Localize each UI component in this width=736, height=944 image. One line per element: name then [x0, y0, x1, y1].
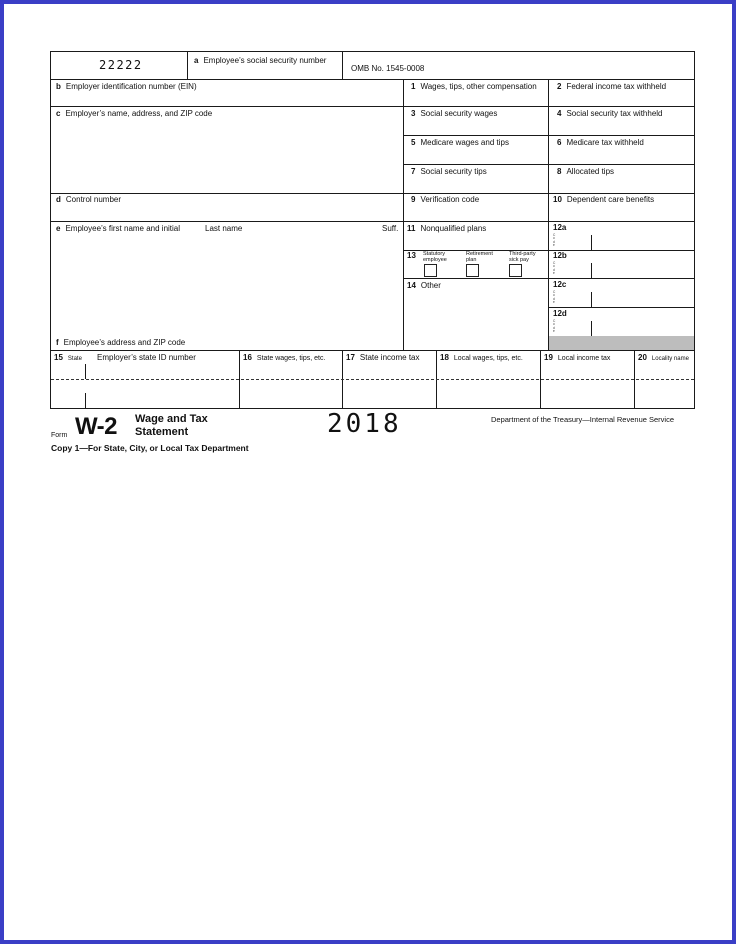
omb-number: OMB No. 1545-0008 — [351, 64, 425, 73]
box-12a-code-label: C o d e — [553, 233, 556, 248]
statutory-employee-checkbox[interactable] — [424, 264, 437, 277]
box-10-label: 10 Dependent care benefits — [553, 195, 655, 204]
rule — [694, 51, 695, 409]
box-11-label: 11 Nonqualified plans — [407, 224, 487, 233]
box-e-last-name: Last name — [205, 224, 243, 233]
box-7-label: 7 Social security tips — [411, 167, 487, 176]
code-divider — [591, 263, 592, 278]
rule — [50, 106, 695, 107]
box-12d-label: 12d — [553, 309, 567, 318]
box-13-retirement-label: Retirement plan — [466, 251, 493, 263]
box-9-label: 9 Verification code — [411, 195, 480, 204]
code-divider — [591, 235, 592, 250]
rule — [403, 250, 695, 251]
rule — [403, 79, 404, 350]
box-16-label: 16 State wages, tips, etc. — [243, 353, 326, 362]
box-13-statutory-label: Statutory employee — [423, 251, 447, 263]
rule — [187, 51, 188, 79]
box-12a-label: 12a — [553, 223, 567, 232]
box-e-suffix: Suff. — [382, 224, 399, 233]
box-12c-code-label: C o d e — [553, 290, 556, 305]
department-label: Department of the Treasury—Internal Revenue Service — [491, 415, 675, 424]
rule — [403, 278, 695, 279]
box-6-label: 6 Medicare tax withheld — [557, 138, 644, 147]
rule — [50, 51, 695, 52]
retirement-plan-checkbox[interactable] — [466, 264, 479, 277]
dashed-divider — [51, 379, 694, 380]
box-19-label: 19 Local income tax — [544, 353, 611, 362]
box-2-label: 2 Federal income tax withheld — [557, 82, 667, 91]
rule — [342, 51, 343, 79]
box-17-label: 17 State income tax — [346, 353, 420, 362]
box-c-label: c Employer’s name, address, and ZIP code — [56, 109, 213, 118]
box-13-label: 13 — [407, 251, 416, 260]
box-d-label: d Control number — [56, 195, 122, 204]
box-a-label: a Employee’s social security number — [194, 56, 327, 65]
box-14-label: 14 Other — [407, 281, 441, 290]
form-title-line1: Wage and Tax — [135, 413, 208, 425]
rule — [85, 364, 86, 379]
box-18-label: 18 Local wages, tips, etc. — [440, 353, 523, 362]
form-control-code: 22222 — [99, 58, 143, 72]
tax-year: 2018 — [327, 409, 402, 439]
rule — [50, 350, 695, 351]
rule — [50, 79, 695, 80]
rule — [403, 164, 695, 165]
form-id: W-2 — [75, 413, 118, 440]
rule — [50, 193, 695, 194]
box-b-label: b Employer identification number (EIN) — [56, 82, 197, 91]
shaded-area — [549, 336, 694, 350]
box-12d-code-label: C o d e — [553, 319, 556, 334]
box-8-label: 8 Allocated tips — [557, 167, 615, 176]
box-15-employer-id-label: Employer’s state ID number — [97, 353, 196, 362]
code-divider — [591, 321, 592, 336]
rule — [50, 221, 695, 222]
form-title-line2: Statement — [135, 425, 189, 438]
rule — [548, 79, 549, 350]
third-party-sick-pay-checkbox[interactable] — [509, 264, 522, 277]
box-13-thirdparty-label: Third-party sick pay — [509, 251, 536, 263]
rule — [85, 393, 86, 408]
form-word: Form — [51, 432, 68, 439]
box-3-label: 3 Social security wages — [411, 109, 498, 118]
box-4-label: 4 Social security tax withheld — [557, 109, 663, 118]
rule — [548, 307, 695, 308]
box-15-label: 15 State — [54, 353, 82, 362]
box-1-label: 1 Wages, tips, other compensation — [411, 82, 537, 91]
box-20-label: 20 Locality name — [638, 353, 689, 362]
box-12c-label: 12c — [553, 280, 567, 289]
code-divider — [591, 292, 592, 307]
box-f-label: f Employee’s address and ZIP code — [56, 338, 186, 347]
box-12b-code-label: C o d e — [553, 261, 556, 276]
form-title — [135, 413, 208, 438]
box-12b-label: 12b — [553, 251, 567, 260]
copy-label: Copy 1—For State, City, or Local Tax Department — [51, 443, 249, 453]
box-e-label: e Employee’s first name and initial — [56, 224, 181, 233]
box-5-label: 5 Medicare wages and tips — [411, 138, 509, 147]
rule — [50, 51, 51, 409]
rule — [403, 135, 695, 136]
